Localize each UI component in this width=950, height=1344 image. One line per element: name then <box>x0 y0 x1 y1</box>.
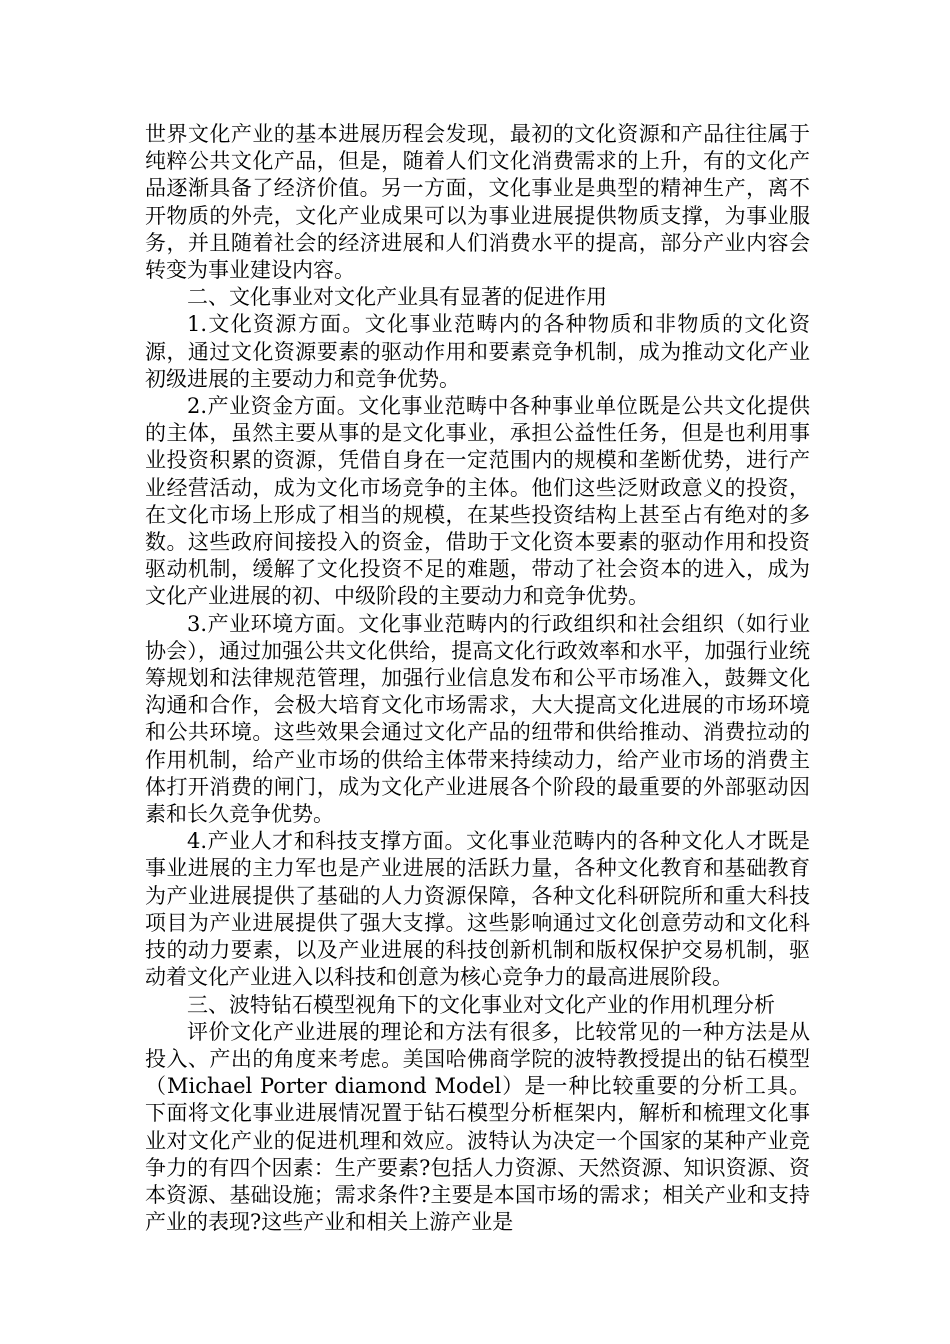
section-heading-2: 二、文化事业对文化产业具有显著的促进作用 <box>187 285 607 310</box>
paragraph-cultural-resources: 1.文化资源方面。文化事业范畴内的各种物质和非物质的文化资源，通过文化资源要素的驱动作用和要素竞争机制，成为推动文化产业初级进展的主要动力和竞争优势。 <box>145 312 810 391</box>
paragraph-industry-environment: 3.产业环境方面。文化事业范畴内的行政组织和社会组织（如行业协会），通过加强公共文化供给，提高文化行政效率和水平，加强行业统筹规划和法律规范管理，加强行业信息发布和公平市场准入，鼓舞文化沟通和合作，会极大培育文化市场需求，大大提高文化进展的市场环境和公共环境。这些效果会通过文化产品的纽带和供给推动、消费拉动的作用机制，给产业市场的供给主体带来持续动力，给产业市场的消费主体打开消费的闸门，成为文化产业进展各个阶段的最重要的外部驱动因素和长久竞争优势。 <box>145 611 810 827</box>
paragraph-industry-funding: 2.产业资金方面。文化事业范畴中各种事业单位既是公共文化提供的主体，虽然主要从事的是文化事业，承担公益性任务，但是也利用事业投资积累的资源，凭借自身在一定范围内的规模和垄断优势，进行产业经营活动，成为文化市场竞争的主体。他们这些泛财政意义的投资，在文化市场上形成了相当的规模，在某些投资结构上甚至占有绝对的多数。这些政府间接投入的资金，借助于文化资本要素的驱动作用和投资驱动机制，缓解了文化投资不足的难题，带动了社会资本的进入，成为文化产业进展的初、中级阶段的主要动力和竞争优势。 <box>145 394 810 609</box>
section-heading-3: 三、波特钻石模型视角下的文化事业对文化产业的作用机理分析 <box>187 992 775 1017</box>
paragraph-continuation: 世界文化产业的基本进展历程会发现，最初的文化资源和产品往往属于纯粹公共文化产品，但是，随着人们文化消费需求的上升，有的文化产品逐渐具备了经济价值。另一方面，文化事业是典型的精神生产，离不开物质的外壳，文化产业成果可以为事业进展提供物质支撑，为事业服务，并且随着社会的经济进展和人们消费水平的提高，部分产业内容会转变为事业建设内容。 <box>145 122 810 283</box>
document-page <box>145 121 810 1236</box>
paragraph-talent-technology: 4.产业人才和科技支撑方面。文化事业范畴内的各种文化人才既是事业进展的主力军也是产业进展的活跃力量，各种文化教育和基础教育为产业进展提供了基础的人力资源保障，各种文化科研院所和重大科技项目为产业进展提供了强大支撑。这些影响通过文化创意劳动和文化科技的动力要素，以及产业进展的科技创新机制和版权保护交易机制，驱动着文化产业进入以科技和创意为核心竞争力的最高进展阶段。 <box>145 829 810 990</box>
paragraph-porter-diamond: 评价文化产业进展的理论和方法有很多，比较常见的一种方法是从投入、产出的角度来考虑。美国哈佛商学院的波特教授提出的钻石模型（Michael Porter diamond Model）是一种比较重要的分析工具。下面将文化事业进展情况置于钻石模型分析框架内，解析和梳理文化事业对文化产业的促进机理和效应。波特认为决定一个国家的某种产业竞争力的有四个因素：生产要素?包括人力资源、天然资源、知识资源、资本资源、基础设施；需求条件?主要是本国市场的需求；相关产业和支持产业的表现?这些产业和相关上游产业是 <box>145 1019 810 1235</box>
